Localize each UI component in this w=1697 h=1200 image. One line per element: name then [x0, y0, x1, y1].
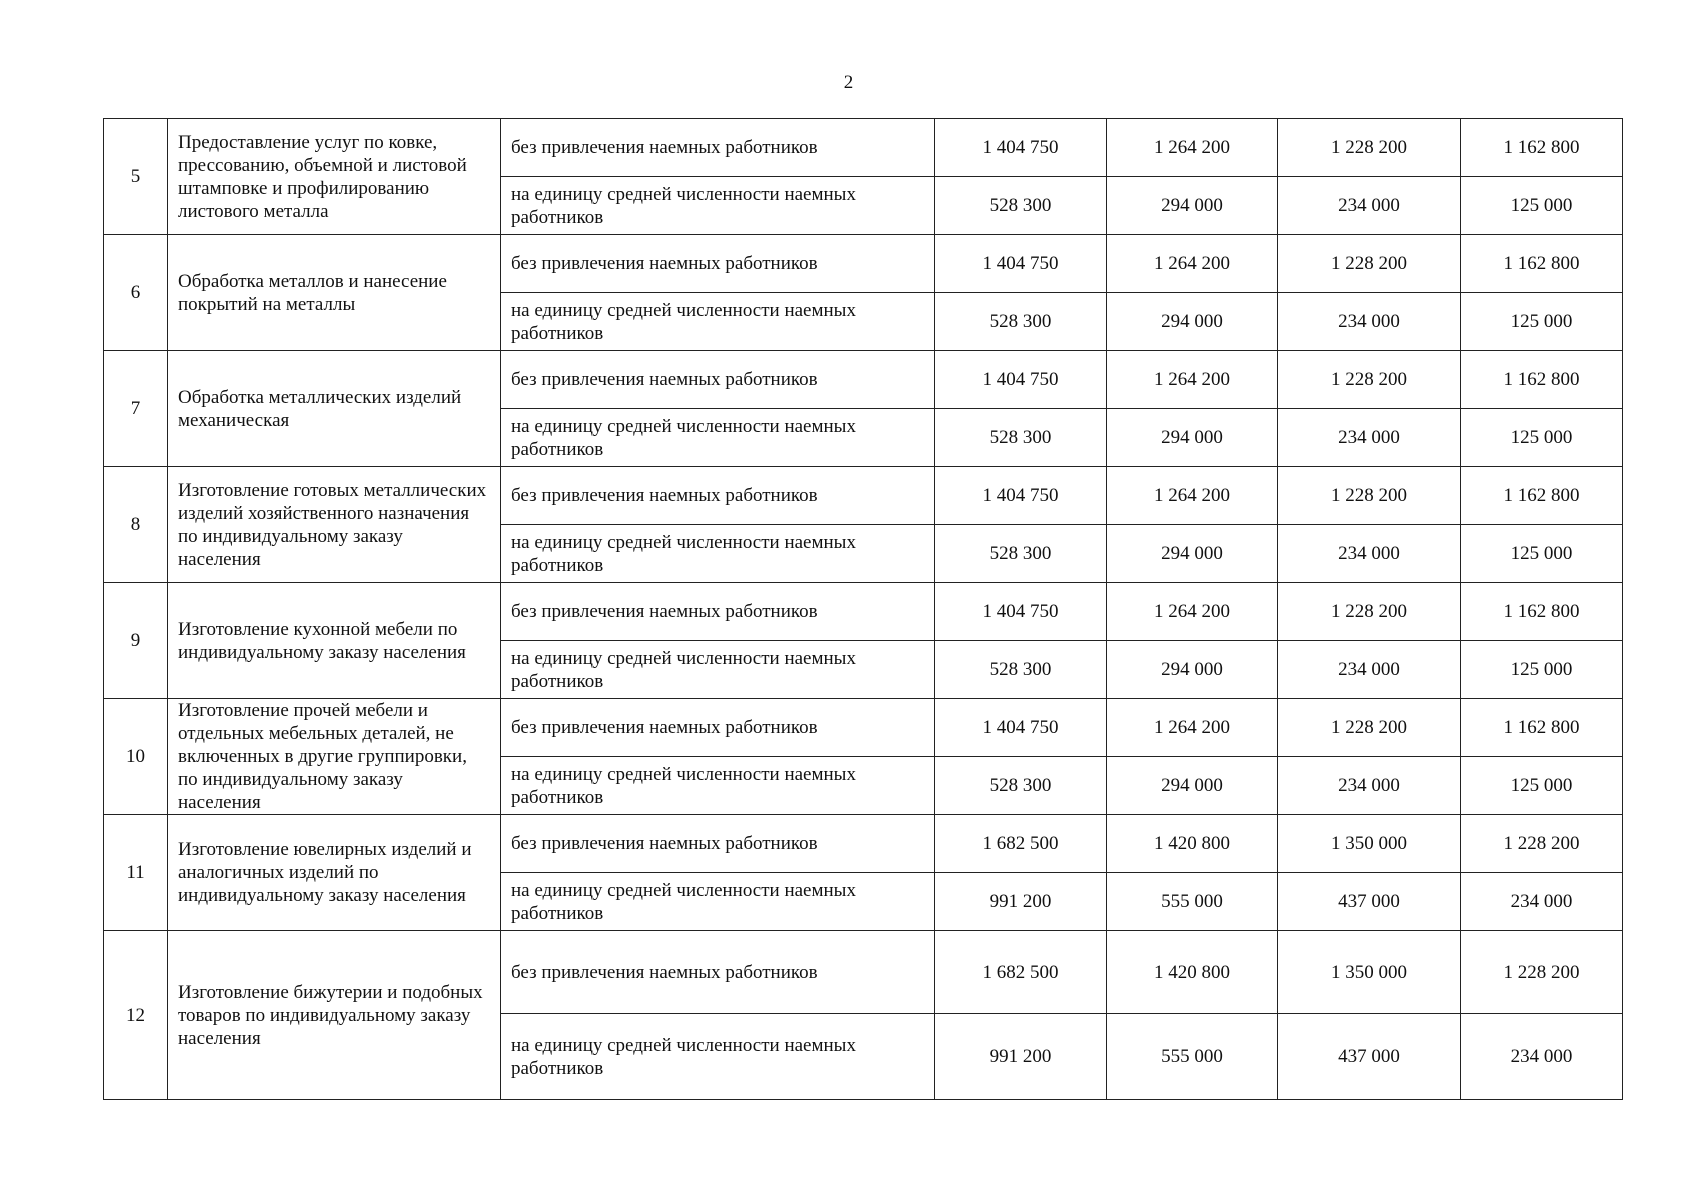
value-cell: 234 000	[1461, 873, 1623, 931]
row-number: 9	[104, 583, 168, 699]
condition-cell: на единицу средней численности наемных работников	[501, 293, 935, 351]
value-cell: 1 162 800	[1461, 119, 1623, 177]
value-cell: 437 000	[1278, 873, 1461, 931]
condition-cell: на единицу средней численности наемных работников	[501, 409, 935, 467]
value-cell: 437 000	[1278, 1014, 1461, 1100]
value-cell: 234 000	[1278, 757, 1461, 815]
activity-name: Обработка металлических изделий механическая	[168, 351, 501, 467]
value-cell: 1 228 200	[1278, 351, 1461, 409]
table-row	[104, 235, 1623, 293]
activity-name: Изготовление прочей мебели и отдельных мебельных деталей, не включенных в другие группировки, по индивидуальному заказу населения	[168, 699, 501, 815]
condition-cell: без привлечения наемных работников	[501, 815, 935, 873]
table-body	[104, 119, 1623, 1100]
value-cell: 234 000	[1461, 1014, 1623, 1100]
value-cell: 1 420 800	[1107, 815, 1278, 873]
value-cell: 991 200	[935, 1014, 1107, 1100]
condition-cell: без привлечения наемных работников	[501, 467, 935, 525]
value-cell: 294 000	[1107, 293, 1278, 351]
value-cell: 528 300	[935, 177, 1107, 235]
table-row	[104, 583, 1623, 641]
page-number: 2	[843, 72, 854, 93]
value-cell: 1 228 200	[1461, 815, 1623, 873]
value-cell: 1 228 200	[1278, 699, 1461, 757]
value-cell: 234 000	[1278, 641, 1461, 699]
value-cell: 1 420 800	[1107, 931, 1278, 1014]
value-cell: 555 000	[1107, 1014, 1278, 1100]
activity-name: Изготовление ювелирных изделий и аналогичных изделий по индивидуальному заказу населения	[168, 815, 501, 931]
value-cell: 1 228 200	[1278, 119, 1461, 177]
value-cell: 1 404 750	[935, 235, 1107, 293]
value-cell: 294 000	[1107, 641, 1278, 699]
tax-rates-table	[103, 118, 1623, 1100]
condition-cell: без привлечения наемных работников	[501, 235, 935, 293]
condition-cell: на единицу средней численности наемных работников	[501, 525, 935, 583]
value-cell: 1 228 200	[1278, 235, 1461, 293]
table-row	[104, 351, 1623, 409]
value-cell: 1 162 800	[1461, 699, 1623, 757]
value-cell: 991 200	[935, 873, 1107, 931]
value-cell: 1 162 800	[1461, 467, 1623, 525]
value-cell: 1 264 200	[1107, 699, 1278, 757]
condition-cell: без привлечения наемных работников	[501, 583, 935, 641]
value-cell: 1 162 800	[1461, 235, 1623, 293]
table-row	[104, 119, 1623, 177]
table-row	[104, 467, 1623, 525]
row-number: 10	[104, 699, 168, 815]
condition-cell: на единицу средней численности наемных работников	[501, 177, 935, 235]
value-cell: 1 404 750	[935, 699, 1107, 757]
activity-name: Обработка металлов и нанесение покрытий на металлы	[168, 235, 501, 351]
value-cell: 1 404 750	[935, 583, 1107, 641]
table-row	[104, 815, 1623, 873]
value-cell: 1 264 200	[1107, 467, 1278, 525]
value-cell: 1 350 000	[1278, 815, 1461, 873]
activity-name: Изготовление готовых металлических изделий хозяйственного назначения по индивидуальному заказу населения	[168, 467, 501, 583]
value-cell: 1 228 200	[1278, 467, 1461, 525]
value-cell: 294 000	[1107, 409, 1278, 467]
condition-cell: на единицу средней численности наемных работников	[501, 757, 935, 815]
value-cell: 125 000	[1461, 641, 1623, 699]
value-cell: 125 000	[1461, 177, 1623, 235]
activity-name: Изготовление бижутерии и подобных товаров по индивидуальному заказу населения	[168, 931, 501, 1100]
value-cell: 294 000	[1107, 757, 1278, 815]
value-cell: 125 000	[1461, 409, 1623, 467]
value-cell: 125 000	[1461, 757, 1623, 815]
value-cell: 1 264 200	[1107, 119, 1278, 177]
value-cell: 1 162 800	[1461, 583, 1623, 641]
value-cell: 125 000	[1461, 525, 1623, 583]
row-number: 8	[104, 467, 168, 583]
table-row	[104, 931, 1623, 1014]
value-cell: 234 000	[1278, 525, 1461, 583]
condition-cell: на единицу средней численности наемных работников	[501, 1014, 935, 1100]
condition-cell: без привлечения наемных работников	[501, 119, 935, 177]
condition-cell: без привлечения наемных работников	[501, 931, 935, 1014]
row-number: 5	[104, 119, 168, 235]
row-number: 7	[104, 351, 168, 467]
value-cell: 1 350 000	[1278, 931, 1461, 1014]
value-cell: 1 162 800	[1461, 351, 1623, 409]
value-cell: 528 300	[935, 409, 1107, 467]
value-cell: 528 300	[935, 525, 1107, 583]
value-cell: 1 404 750	[935, 119, 1107, 177]
value-cell: 1 682 500	[935, 931, 1107, 1014]
condition-cell: без привлечения наемных работников	[501, 351, 935, 409]
activity-name: Предоставление услуг по ковке, прессованию, объемной и листовой штамповке и профилированию листового металла	[168, 119, 501, 235]
value-cell: 1 264 200	[1107, 351, 1278, 409]
value-cell: 1 404 750	[935, 467, 1107, 525]
value-cell: 1 264 200	[1107, 235, 1278, 293]
value-cell: 528 300	[935, 293, 1107, 351]
value-cell: 125 000	[1461, 293, 1623, 351]
value-cell: 234 000	[1278, 293, 1461, 351]
row-number: 12	[104, 931, 168, 1100]
value-cell: 528 300	[935, 757, 1107, 815]
row-number: 11	[104, 815, 168, 931]
value-cell: 555 000	[1107, 873, 1278, 931]
value-cell: 294 000	[1107, 525, 1278, 583]
value-cell: 1 404 750	[935, 351, 1107, 409]
value-cell: 294 000	[1107, 177, 1278, 235]
value-cell: 1 228 200	[1461, 931, 1623, 1014]
value-cell: 234 000	[1278, 409, 1461, 467]
condition-cell: на единицу средней численности наемных работников	[501, 641, 935, 699]
value-cell: 1 682 500	[935, 815, 1107, 873]
activity-name: Изготовление кухонной мебели по индивидуальному заказу населения	[168, 583, 501, 699]
value-cell: 1 264 200	[1107, 583, 1278, 641]
value-cell: 234 000	[1278, 177, 1461, 235]
row-number: 6	[104, 235, 168, 351]
value-cell: 528 300	[935, 641, 1107, 699]
condition-cell: на единицу средней численности наемных работников	[501, 873, 935, 931]
value-cell: 1 228 200	[1278, 583, 1461, 641]
condition-cell: без привлечения наемных работников	[501, 699, 935, 757]
table-row	[104, 699, 1623, 757]
